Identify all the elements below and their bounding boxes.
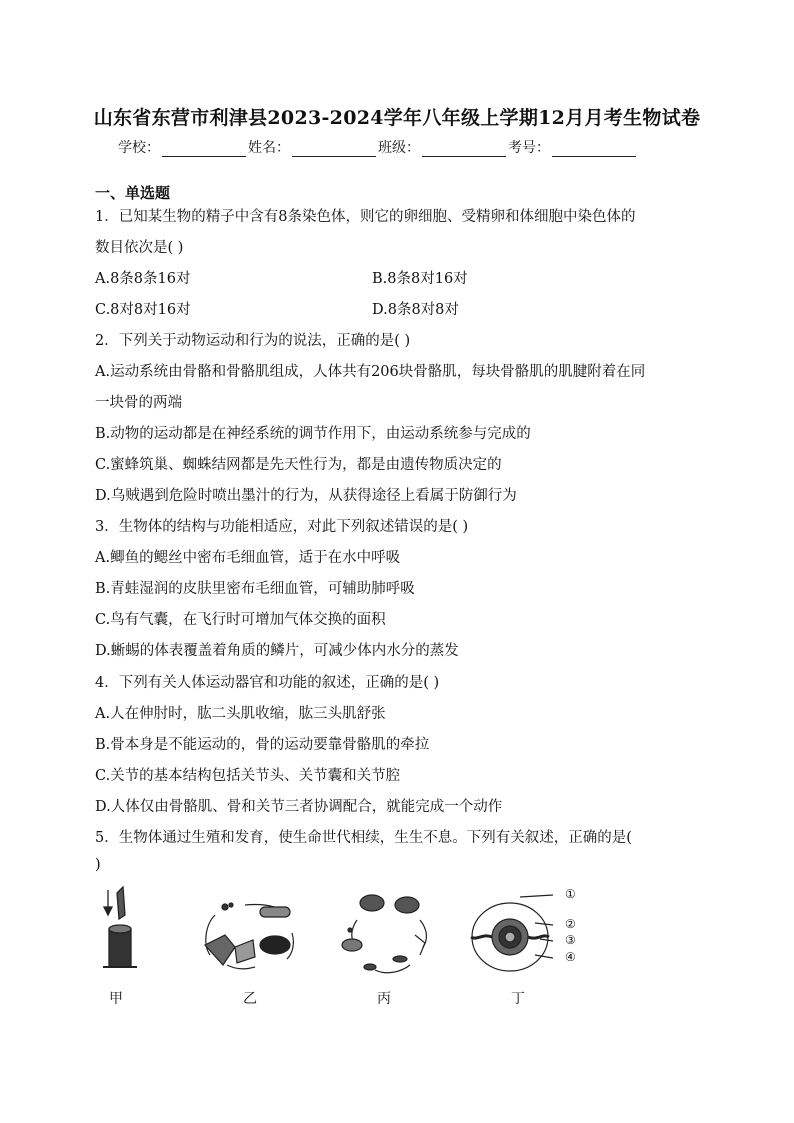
egg-label-1: ① (565, 887, 576, 901)
q1-option-b: B.8条8对16对 (372, 271, 468, 287)
q2-stem: 2．下列关于动物运动和行为的说法，正确的是( ) (95, 333, 411, 349)
q4-option-a: A.人在伸肘时，肱二头肌收缩，肱三头肌舒张 (95, 706, 386, 722)
name-blank (292, 142, 376, 157)
q2-option-a-line1: A.运动系统由骨骼和骨骼肌组成，人体共有206块骨骼肌，每块骨骼肌的肌腱附着在同 (95, 364, 646, 380)
grafting-drawing (103, 887, 137, 967)
class-blank (422, 142, 506, 157)
section-heading: 一、单选题 (95, 184, 171, 202)
figure-label-yi: 乙 (243, 991, 257, 1007)
q3-option-d: D.蜥蜴的体表覆盖着角质的鳞片，可减少体内水分的蒸发 (95, 643, 459, 659)
figure-label-bing: 丙 (377, 991, 391, 1007)
q3-option-a: A.鲫鱼的鳃丝中密布毛细血管，适于在水中呼吸 (95, 550, 401, 566)
q3-option-c: C.鸟有气囊，在飞行时可增加气体交换的面积 (95, 612, 386, 628)
q3-option-b: B.青蛙湿润的皮肤里密布毛细血管，可辅助肺呼吸 (95, 581, 415, 597)
egg-label-2: ② (565, 917, 576, 931)
q4-option-b: B.骨本身是不能运动的，骨的运动要靠骨骼肌的牵拉 (95, 737, 430, 753)
q1-stem-line1: 1．已知某生物的精子中含有8条染色体，则它的卵细胞、受精卵和体细胞中染色体的 (95, 209, 636, 225)
page-title: 山东省东营市利津县2023-2024学年八年级上学期12月月考生物试卷 (93, 107, 701, 129)
q1-option-a: A.8条8条16对 (95, 271, 191, 287)
q2-option-c: C.蜜蜂筑巢、蜘蛛结网都是先天性行为，都是由遗传物质决定的 (95, 457, 502, 473)
egg-label-3: ③ (565, 933, 576, 947)
student-info-row (118, 137, 638, 157)
frog-cycle-drawing (342, 895, 426, 973)
number-label: 考号： (508, 140, 550, 156)
q4-stem: 4．下列有关人体运动器官和功能的叙述，正确的是( ) (95, 675, 440, 691)
q3-stem: 3．生物体的结构与功能相适应，对此下列叙述错误的是( ) (95, 519, 469, 535)
figure-label-ding: 丁 (511, 991, 525, 1007)
egg-structure-drawing (471, 895, 553, 971)
class-label: 班级： (378, 140, 420, 156)
figure-label-jia: 甲 (109, 991, 123, 1007)
number-blank (552, 142, 636, 157)
metamorphosis-drawing (205, 903, 293, 969)
q2-option-a-line2: 一块骨的两端 (95, 395, 182, 411)
name-label: 姓名： (248, 140, 290, 156)
egg-label-4: ④ (565, 950, 576, 964)
q5-stem-line1: 5．生物体通过生殖和发育，使生命世代相续，生生不息。下列有关叙述，正确的是( (95, 830, 632, 846)
q1-option-d: D.8条8对8对 (372, 302, 459, 318)
school-blank (162, 142, 246, 157)
q2-option-d: D.乌贼遇到危险时喷出墨汁的行为，从获得途径上看属于防御行为 (95, 488, 517, 504)
q1-stem-line2: 数目依次是( ) (95, 240, 184, 256)
q5-stem-line2: ) (95, 857, 101, 873)
q4-option-d: D.人体仅由骨骼肌、骨和关节三者协调配合，就能完成一个动作 (95, 799, 503, 815)
q4-option-c: C.关节的基本结构包括关节头、关节囊和关节腔 (95, 768, 401, 784)
school-label: 学校： (118, 140, 160, 156)
q1-option-c: C.8对8对16对 (95, 302, 191, 318)
q2-option-b: B.动物的运动都是在神经系统的调节作用下，由运动系统参与完成的 (95, 426, 531, 442)
reproduction-figure (95, 885, 595, 1015)
